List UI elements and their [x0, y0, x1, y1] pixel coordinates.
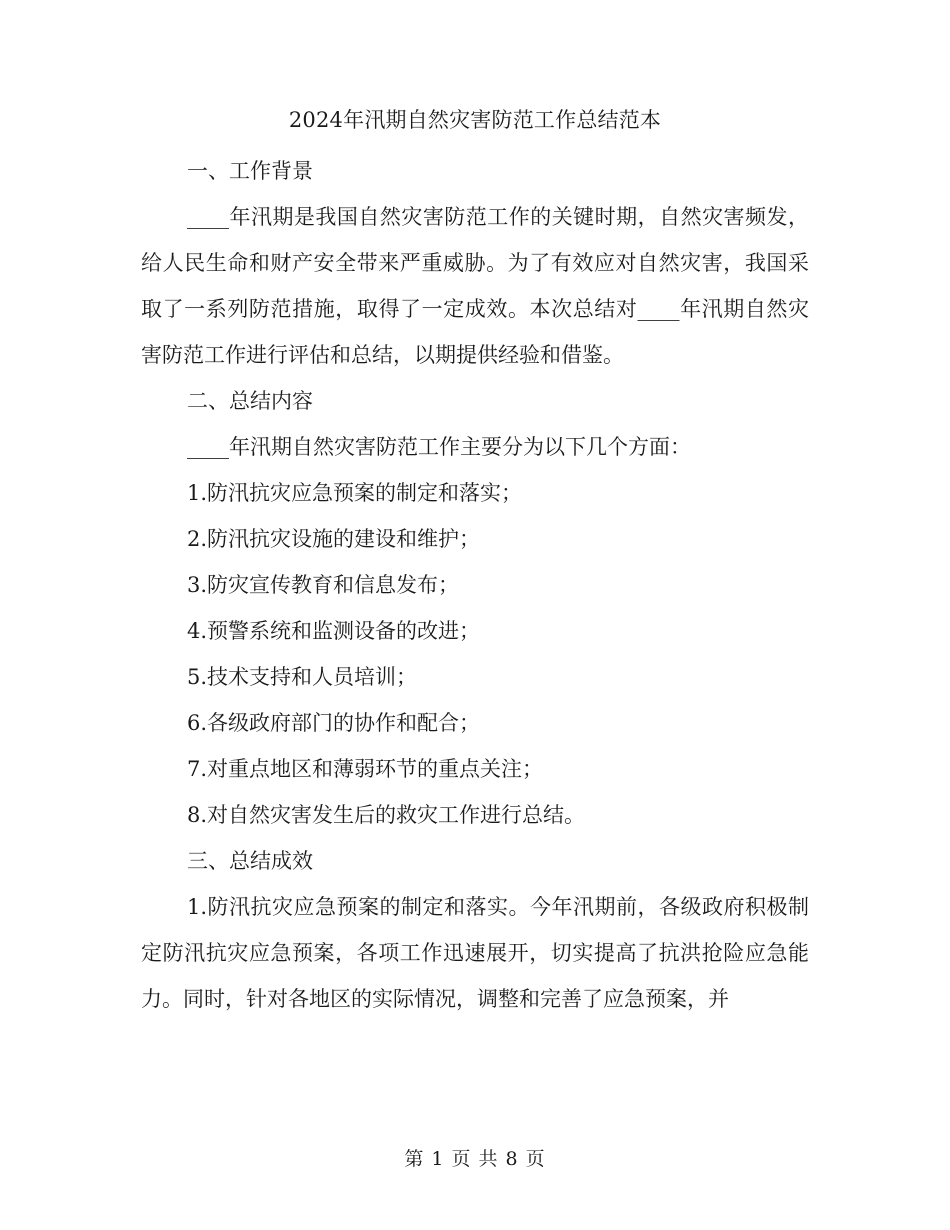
document-title: 2024年汛期自然灾害防范工作总结范本: [288, 108, 662, 132]
document-body: [141, 148, 809, 1022]
section-heading-results: 三、总结成效: [187, 849, 313, 873]
paragraph-results-1: 1.防汛抗灾应急预案的制定和落实。今年汛期前，各级政府积极制定防汛抗灾应急预案，各项工作迅速展开，切实提高了抗洪抢险应急能力。同时，针对各地区的实际情况，调整和完善了应急预案，并: [141, 895, 809, 1011]
paragraph-background: ____年汛期是我国自然灾害防范工作的关键时期，自然灾害频发，给人民生命和财产安全带来严重威胁。为了有效应对自然灾害，我国采取了一系列防范措施，取得了一定成效。本次总结对____年汛期自然灾害防范工作进行评估和总结，以期提供经验和借鉴。: [141, 205, 809, 367]
list-item: 1.防汛抗灾应急预案的制定和落实；: [187, 481, 523, 505]
section-heading-background: 一、工作背景: [187, 159, 313, 183]
list-item: 4.预警系统和监测设备的改进；: [187, 619, 481, 643]
page-footer: 第 1 页 共 8 页: [404, 1148, 546, 1170]
list-item: 8.对自然灾害发生后的救灾工作进行总结。: [187, 803, 586, 827]
list-item: 3.防灾宣传教育和信息发布；: [187, 573, 460, 597]
paragraph-content-intro: ____年汛期自然灾害防范工作主要分为以下几个方面：: [187, 435, 691, 459]
list-item: 5.技术支持和人员培训；: [187, 665, 418, 689]
list-item: 2.防汛抗灾设施的建设和维护；: [187, 527, 481, 551]
list-item: 6.各级政府部门的协作和配合；: [187, 711, 481, 735]
section-heading-content: 二、总结内容: [187, 389, 313, 413]
list-item: 7.对重点地区和薄弱环节的重点关注；: [187, 757, 544, 781]
